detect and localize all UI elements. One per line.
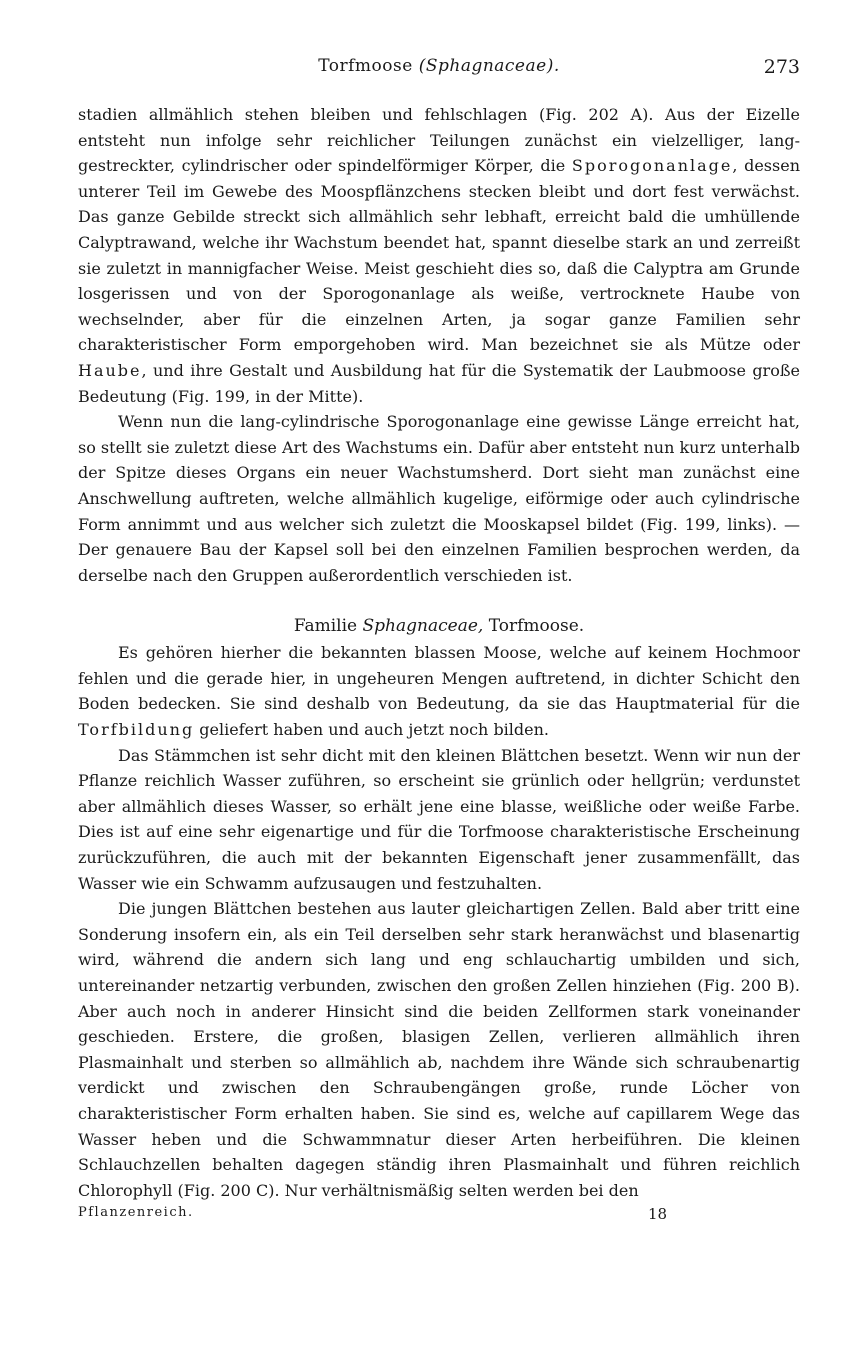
paragraph-sporogon-continued: , dessen unterer Teil im Gewebe des Moospflänzchens stecken bleibt und dort fest verwächst. Das ganze Gebilde streckt sich allmählich sehr lebhaft, erreicht bald die umhüllende Calyptrawand, welche ihr Wachstum beendet hat, spannt dieselbe stark an und zerreißt sie zuletzt in mannigfacher Weise. Meist geschieht dies so, daß die Calyptra am Grunde losgerissen und von der Sporogonanlage als weiße, vertrocknete Haube von wechselnder, aber für die einzelnen Arten, ja sogar ganze Familien sehr charakteristischer Form emporgehoben wird. Man bezeichnet sie als Mütze oder	[78, 156, 801, 355]
running-title	[78, 56, 800, 76]
paragraph-torfmoose-intro	[78, 640, 800, 742]
running-title-latin: (Sphagnaceae).	[418, 56, 560, 76]
section-heading	[78, 616, 800, 636]
section-heading-german: Torfmoose.	[488, 616, 585, 637]
page-footer	[78, 1205, 800, 1229]
paragraph-sporogon-end: , und ihre Gestalt und Ausbildung hat für die Systematik der Laubmoose große Bedeutung (Fig. 199, in der Mitte).	[78, 360, 800, 406]
term-haube: Haube	[78, 360, 142, 380]
running-title-german: Torfmoose	[318, 56, 413, 76]
section-heading-latin: Sphagnaceae,	[362, 616, 484, 637]
section-heading-label: Familie	[293, 616, 358, 637]
running-head	[78, 56, 800, 92]
page-number: 273	[763, 56, 800, 78]
paragraph-torfmoose-intro-end: geliefert haben und auch jetzt noch bilden.	[199, 720, 550, 740]
paragraph-sporogon	[78, 102, 800, 409]
paragraph-torfmoose-intro-text: Es gehören hierher die bekannten blassen Moose, welche auf keinem Hochmoor fehlen und die gerade hier, in ungeheuren Mengen auftretend, in dichter Schicht den Boden bedecken. Sie sind deshalb von Bedeutung, da sie das Hauptmaterial für die	[78, 643, 800, 714]
paragraph-blaettchen: Die jungen Blättchen bestehen aus lauter gleichartigen Zellen. Bald aber tritt eine Sonderung insofern ein, als ein Teil derselben sehr stark heranwächst und blasenartig wird, während die andern sich lang und eng schlauchartig umbilden und sich, untereinander netzartig verbunden, zwischen den großen Zellen hinziehen (Fig. 200 B). Aber auch noch in anderer Hinsicht sind die beiden Zellformen stark voneinander geschieden. Erstere, die großen, blasigen Zellen, verlieren allmählich ihren Plasmainhalt und sterben so allmählich ab, nachdem ihre Wände sich schraubenartig verdickt und zwischen den Schraubengängen große, runde Löcher von charakteristischer Form erhalten haben. Sie sind es, welche auf capillarem Wege das Wasser heben und die Schwammnatur dieser Arten herbeiführen. Die kleinen Schlauchzellen behalten dagegen ständig ihren Plasmainhalt und führen reichlich Chlorophyll (Fig. 200 C). Nur verhältnismäßig selten werden bei den	[78, 899, 800, 1200]
paragraph-kapsel: Wenn nun die lang-cylindrische Sporogonanlage eine gewisse Länge erreicht hat, so stellt sie zuletzt diese Art des Wachstums ein. Dafür aber entsteht nun kurz unterhalb der Spitze dieses Organs ein neuer Wachstumsherd. Dort sieht man zunächst eine Anschwellung auftreten, welche allmählich kugelige, eiförmige oder auch cylindrische Form annimmt und aus welcher sich zuletzt die Mooskapsel bildet (Fig. 199, links). — Der genauere Bau der Kapsel soll bei den einzelnen Familien besprochen werden, da derselbe nach den Gruppen außerordentlich verschieden ist.	[78, 412, 800, 585]
term-torfbildung: Torfbildung	[78, 720, 195, 740]
footer-collection-title: Pflanzenreich.	[78, 1205, 194, 1221]
footer-signature-mark: 18	[648, 1205, 668, 1224]
paragraph-staemmchen: Das Stämmchen ist sehr dicht mit den kleinen Blättchen besetzt. Wenn wir nun der Pflanze reichlich Wasser zuführen, so erscheint sie grünlich oder hellgrün; verdunstet aber allmählich dieses Wasser, so erhält jene eine blasse, weißliche oder weiße Farbe. Dies ist auf eine sehr eigenartige und für die Torfmoose charakteristische Erscheinung zurückzuführen, die auch mit der bekannten Eigenschaft jener zusammenfällt, das Wasser wie ein Schwamm aufzusaugen und festzuhalten.	[78, 745, 800, 893]
document-page	[78, 56, 800, 1229]
paragraph-sporogon-text: stadien allmählich stehen bleiben und fehlschlagen (Fig. 202 A). Aus der Eizelle entsteht nun infolge sehr reichlicher Teilungen zunächst ein vielzelliger, langgestreckter, cylindrischer oder spindelförmiger Körper, die	[78, 105, 800, 176]
term-sporogonanlage: Sporogonanlage	[571, 156, 733, 176]
